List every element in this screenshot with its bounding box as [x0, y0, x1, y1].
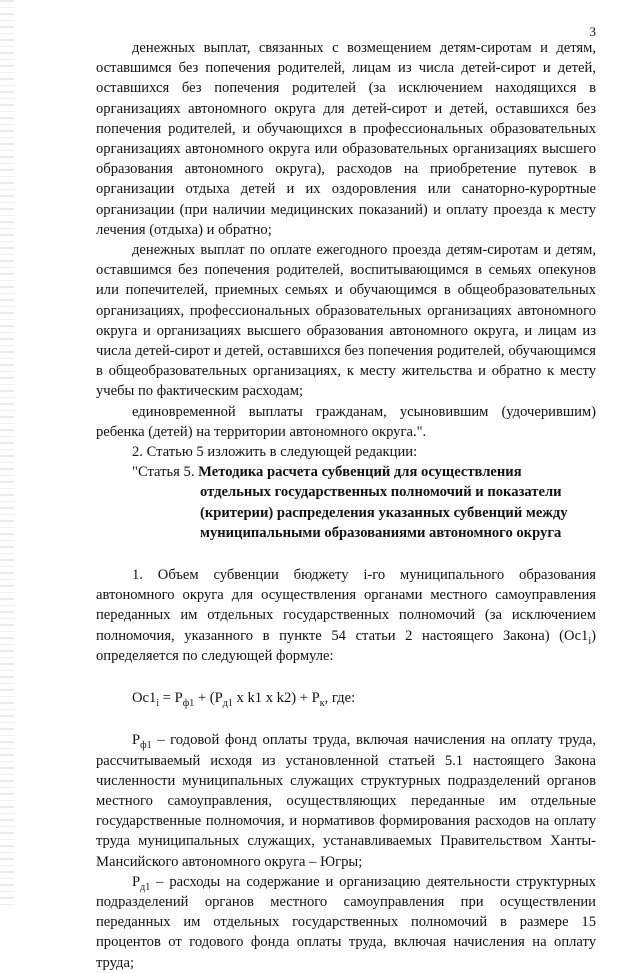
article-title-line-1: Методика расчета субвенций для осуществления [198, 464, 522, 481]
paragraph-5: 1. Объем субвенции бюджету i-го муниципального образования автономного округа для осуществления органами местного самоуправления переданных им отдельных государственных полномочий (за исключением полномочия, указанного в пункте 54 статьи 2 настоящего Закона) $(Ос1_i)$ определяется по следующей формуле: [96, 567, 596, 664]
paragraph-6: $Р_{ф1}$ – годовой фонд оплаты труда, включая начисления на оплату труда, рассчитываемый исходя из установленной статьей 5.1 настоящего Закона численности муниципальных служащих структурных подразделений органов местного самоуправления, осуществляющих переданные им отдельные государственные полномочия, и нормативов формирования расходов на оплату труда муниципальных служащих, устанавливаемых Правительством Ханты-Мансийского автономного округа – Югры; [96, 732, 596, 870]
page-number: 3 [589, 24, 596, 39]
paragraph-3: единовременной выплаты гражданам, усыновившим (удочерившим) ребенка (детей) на территории автономного округа.". [96, 403, 596, 440]
formula: $Ос1_i = Р_{ф1} + (Р_{д1}$ х k1 х $k2) + Р_к$, где: [132, 690, 356, 709]
scan-edge [0, 0, 14, 905]
paragraph-4: 2. Статью 5 изложить в следующей редакции: [132, 444, 418, 461]
article-heading [96, 462, 596, 482]
paragraph-7: $Р_{д1}$ – расходы на содержание и организацию деятельности структурных подразделений органов местного самоуправления при осуществлении переданных им отдельных государственных полномочий в размере 15 процентов от годового фонда оплаты труда, включая начисления на оплату труда; [96, 873, 596, 971]
article-title-continued: отдельных государственных полномочий и показатели (критерии) распределения указанных субвенций между муниципальными образованиями автономного округа [200, 484, 568, 541]
paragraph-2: денежных выплат по оплате ежегодного проезда детям-сиротам и детям, оставшимся без попечения родителей, воспитывающимся в семьях опекунов или попечителей, приемных семьях и обучающимся в общеобразовательных организациях, профессиональных образовательных организациях автономного округа и организациях высшего образования автономного округа, и лицам из числа детей-сирот и детей, оставшихся без попечения родителей, обучающимся в общеобразовательных организациях, к месту жительства и обратно к месту учебы по фактическим расходам; [96, 242, 596, 400]
paragraph-1: денежных выплат, связанных с возмещением детям-сиротам и детям, оставшимся без попечения родителей, лицам из числа детей-сирот и детей, оставшихся без попечения родителей (за исключением находящихся в организациях автономного округа для детей-сирот и детей, оставшихся без попечения родителей, и обучающихся в профессиональных образовательных организациях автономного округа или образовательных организациях высшего образования автономного округа), расходов на приобретение путевок в организации отдыха детей и их оздоровления или санаторно-курортные организации (при наличии медицинских показаний) и оплату проезда к месту лечения (отдыха) и обратно; [96, 40, 596, 238]
document-body [96, 38, 596, 973]
article-label: "Статья 5. [132, 464, 199, 481]
